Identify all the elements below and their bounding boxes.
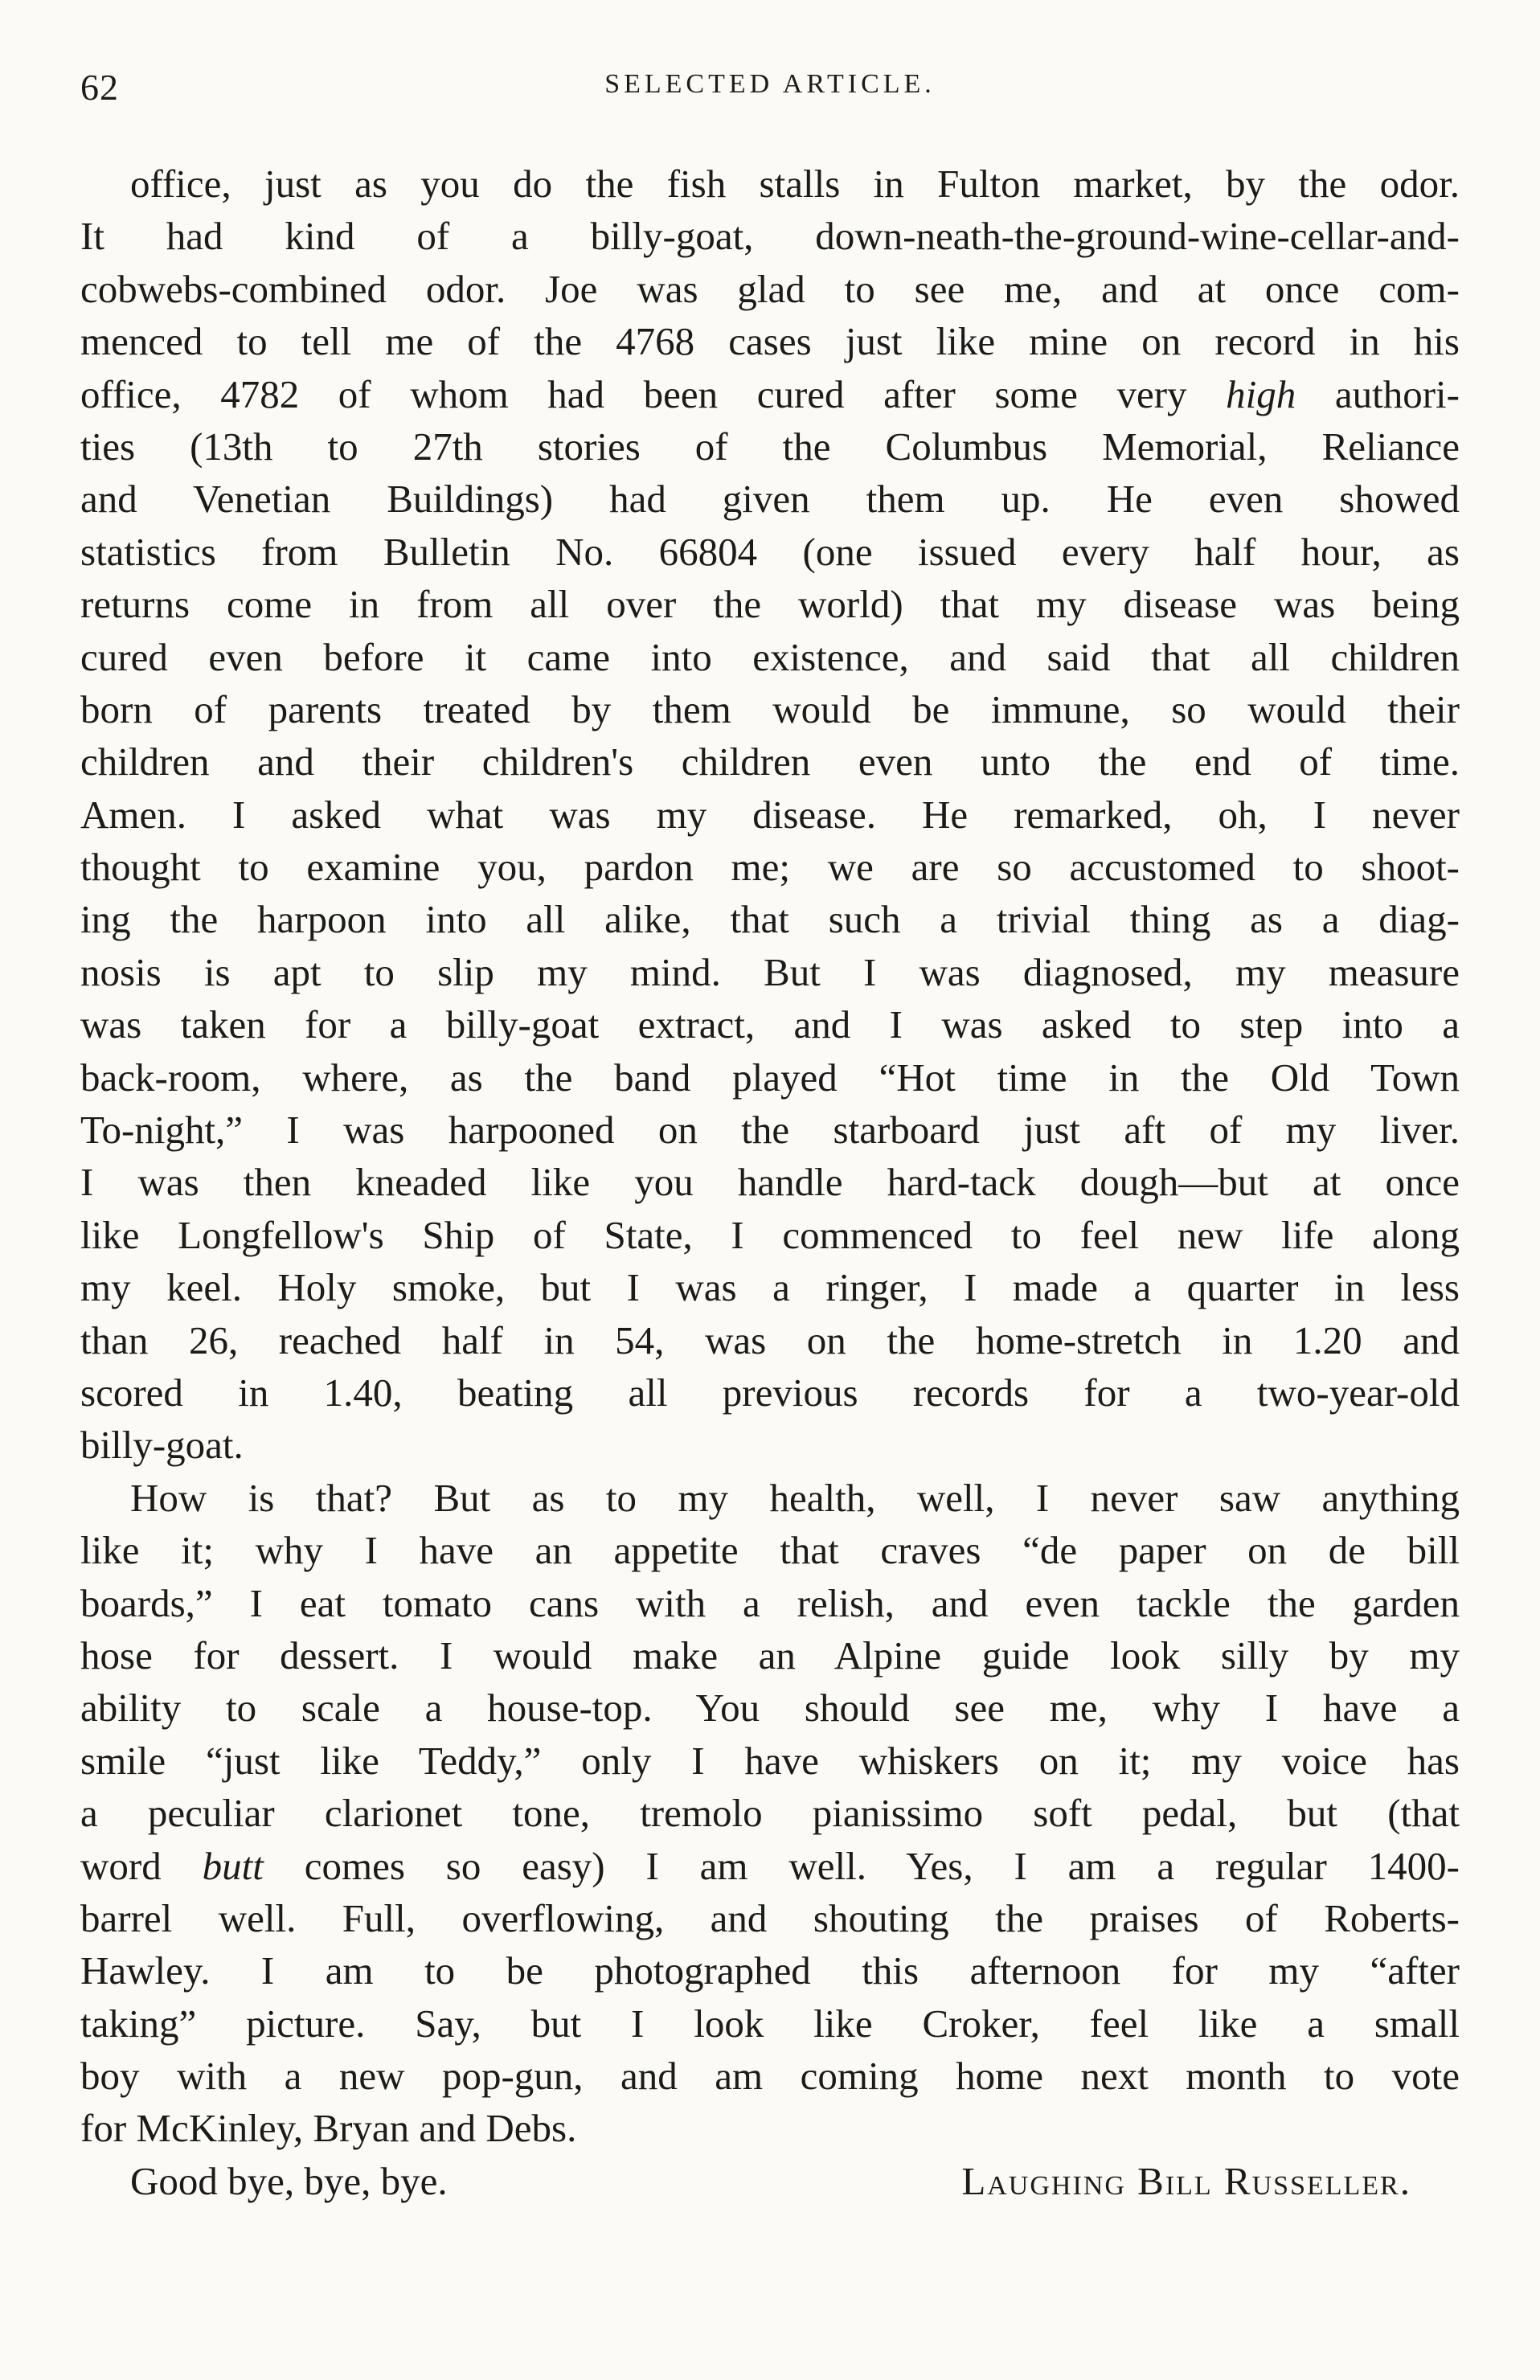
text-line: boy with a new pop-gun, and am coming home next month to vote — [80, 2054, 1460, 2099]
text-line: ability to scale a house-top. You should see me, why I have a — [80, 1686, 1460, 1731]
page-number: 62 — [80, 67, 119, 108]
text-line: Hawley. I am to be photographed this afternoon for my “after — [80, 1948, 1460, 1993]
text-line: How is that? But as to my health, well, I never saw anything — [130, 1475, 1460, 1520]
paragraph-2 — [80, 1472, 1460, 2155]
text-line: like Longfellow's Ship of State, I commenced to feel new life along — [80, 1212, 1460, 1257]
text-line: barrel well. Full, overflowing, and shouting the praises of Roberts- — [80, 1895, 1460, 1940]
text-line: To-night,” I was harpooned on the starboard just aft of my liver. — [80, 1108, 1460, 1153]
page-header — [0, 66, 1540, 122]
text-line: for McKinley, Bryan and Debs. — [80, 2106, 577, 2151]
text-line: like it; why I have an appetite that craves “de paper on de bill — [80, 1528, 1460, 1573]
paragraph-1 — [80, 158, 1460, 1472]
text-line: office, just as you do the fish stalls in Fulton market, by the odor. — [130, 162, 1460, 206]
text-line: was taken for a billy-goat extract, and I was asked to step into a — [80, 1002, 1460, 1047]
text-line: Amen. I asked what was my disease. He remarked, oh, I never — [80, 792, 1460, 837]
text-line: statistics from Bulletin No. 66804 (one issued every half hour, as — [80, 529, 1460, 574]
text-line: and Venetian Buildings) had given them up. He even showed — [80, 477, 1460, 522]
text-line: It had kind of a billy-goat, down-neath-the-ground-wine-cellar-and- — [80, 214, 1460, 259]
closing-line — [80, 2155, 1460, 2207]
text-line: children and their children's children even unto the end of time. — [80, 739, 1460, 784]
text-line: cobwebs-combined odor. Joe was glad to see me, and at once com- — [80, 266, 1460, 311]
text-line: thought to examine you, pardon me; we are so accustomed to shoot- — [80, 845, 1460, 890]
text-line: billy-goat. — [80, 1423, 244, 1468]
text-line: menced to tell me of the 4768 cases just like mine on record in his — [80, 319, 1460, 364]
text-line: office, 4782 of whom had been cured after some very high authori- — [80, 371, 1460, 416]
text-line: nosis is apt to slip my mind. But I was diagnosed, my measure — [80, 949, 1460, 994]
text-line: a peculiar clarionet tone, tremolo pianissimo soft pedal, but (that — [80, 1791, 1460, 1836]
text-line: smile “just like Teddy,” only I have whiskers on it; my voice has — [80, 1738, 1460, 1783]
text-line: cured even before it came into existence, and said that all children — [80, 634, 1460, 679]
text-line: word butt comes so easy) I am well. Yes, I am a regular 1400- — [80, 1843, 1460, 1888]
text-line: hose for dessert. I would make an Alpine guide look silly by my — [80, 1632, 1460, 1677]
text-line: taking” picture. Say, but I look like Croker, feel like a small — [80, 2001, 1460, 2046]
farewell-text: Good bye, bye, bye. — [130, 2158, 448, 2203]
text-line: returns come in from all over the world) that my disease was being — [80, 582, 1460, 627]
text-line: my keel. Holy smoke, but I was a ringer, I made a quarter in less — [80, 1265, 1460, 1310]
text-line: scored in 1.40, beating all previous records for a two-year-old — [80, 1370, 1460, 1415]
text-line: ties (13th to 27th stories of the Columbus Memorial, Reliance — [80, 424, 1460, 469]
text-line: I was then kneaded like you handle hard-tack dough—but at once — [80, 1160, 1460, 1205]
text-line: back-room, where, as the band played “Hot time in the Old Town — [80, 1055, 1460, 1100]
text-line: than 26, reached half in 54, was on the home-stretch in 1.20 and — [80, 1317, 1460, 1362]
author-signature: Laughing Bill Russeller. — [961, 2158, 1411, 2203]
article-body — [80, 158, 1460, 2207]
text-line: born of parents treated by them would be immune, so would their — [80, 686, 1460, 731]
text-line: boards,” I eat tomato cans with a relish, and even tackle the garden — [80, 1580, 1460, 1625]
text-line: ing the harpoon into all alike, that such a trivial thing as a diag- — [80, 897, 1460, 942]
running-head: SELECTED ARTICLE. — [604, 69, 936, 99]
